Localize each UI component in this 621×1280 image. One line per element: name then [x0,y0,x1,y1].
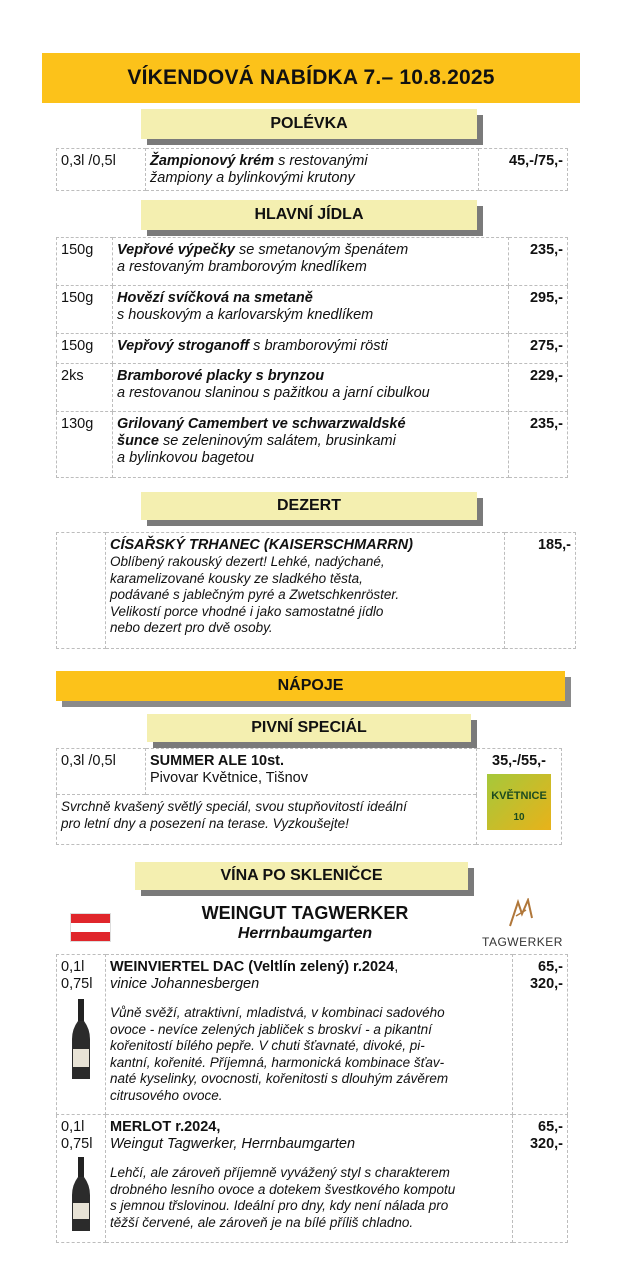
beer-table [56,748,562,845]
item-desc-line1: s restovanými [274,153,368,169]
item-desc-line2: a bylinkovou bagetou [117,450,255,466]
item-qty: 0,3l /0,5l [57,749,146,795]
item-name: Vepřové výpečky [117,242,235,258]
item-desc-line: Oblíbený rakouský dezert! Lehké, nadýchané, [110,554,385,569]
item-name-suffix: , [394,959,399,975]
item-desc-line: karamelizované kousky ze sladkého těsta, [110,570,363,586]
wine-item [57,955,568,1115]
item-desc-line2: a restovaným bramborovým knedlíkem [117,259,367,275]
item-price: 235,- [509,412,568,478]
item-price: 229,- [509,364,568,412]
item-price-bottle: 320,- [529,1136,563,1152]
section-header-beer: PIVNÍ SPECIÁL [147,714,471,742]
item-price: 45,-/75,- [479,149,568,191]
item-price: 185,- [505,533,576,649]
item-desc-line: drobného lesního ovoce a dotekem švestkového kompotu [110,1181,456,1197]
item-qty-glass: 0,1l [61,1119,85,1135]
item-price-bottle: 320,- [529,976,563,992]
item-description [146,749,477,795]
item-desc-line: Svrchně kvašený světlý speciál, svou stupňovitostí ideální [61,799,407,814]
winery-name: WEINGUT TAGWERKER [201,903,409,923]
item-description [113,412,509,478]
item-desc-line2: žampiony a bylinkovými krutony [150,170,355,186]
beer-label-image [487,774,551,830]
dessert-table [56,532,576,649]
item-qty-cell [57,955,106,1115]
winery-heading [120,902,490,944]
item-price-glass: 65,- [538,959,563,975]
item-description [106,955,513,1115]
item-price: 235,- [509,238,568,286]
item-price: 295,- [509,286,568,334]
item-qty-bottle: 0,75l [61,976,93,992]
page-title: VÍKENDOVÁ NABÍDKA 7.– 10.8.2025 [42,53,580,103]
item-desc-line: s jemnou třslovinou. Ideální pro dny, kdy není nálada pro [110,1198,449,1213]
item-name: SUMMER ALE 10st. [150,753,285,769]
item-qty [57,533,106,649]
menu-item [57,412,568,478]
beer-label-brand: KVĚTNICE [491,790,547,802]
item-desc-line: těžší červené, ale zároveň je na bílé příliš chladno. [110,1214,414,1230]
item-desc-line: Lehčí, ale zároveň příjemně vyvážený styl s charakterem [110,1165,450,1180]
item-price-glass: 65,- [538,1119,563,1135]
menu-item [57,749,562,795]
item-qty-bottle: 0,75l [61,1136,93,1152]
menu-item [57,238,568,286]
item-qty: 0,3l /0,5l [57,149,146,191]
item-qty-glass: 0,1l [61,959,85,975]
section-header-wine: VÍNA PO SKLENIČCE [135,862,468,890]
item-qty: 130g [57,412,113,478]
item-desc-line: naté kyselinky, ovocnosti, kořenitosti s dlouhým závěrem [110,1071,449,1086]
red-wine-bottle-icon [70,1157,92,1233]
item-subtitle: vinice Johannesbergen [110,976,260,992]
item-desc-line: citrusového ovoce. [110,1087,223,1103]
item-desc-line: podávané s jablečným pyré a Zwetschkenröster. [110,587,400,602]
item-desc-line2: a restovanou slaninou s pažitkou a jarní cibulkou [117,385,430,401]
item-description [146,149,479,191]
item-desc-line: nebo dezert pro dvě osoby. [110,620,273,635]
item-desc-line2: s houskovým a karlovarským knedlíkem [117,307,374,323]
austria-flag-icon [70,913,111,942]
item-description [57,795,477,845]
section-header-drinks: NÁPOJE [56,671,565,701]
tagwerker-logo-icon [502,898,542,930]
item-description [113,364,509,412]
item-description [106,1115,513,1243]
item-desc-line1: s bramborovými rösti [249,338,388,354]
item-brewery: Pivovar Květnice, Tišnov [150,770,308,786]
item-price-cell [477,749,562,845]
item-desc-line: pro letní dny a posezení na terase. Vyzkoušejte! [61,815,349,831]
item-name: Bramborové placky s brynzou [117,368,325,384]
section-header-soup: POLÉVKA [141,109,477,139]
item-name: WEINVIERTEL DAC (Veltlín zelený) r.2024 [110,959,395,975]
winery-region: Herrnbaumgarten [237,925,373,942]
item-description [106,533,505,649]
item-desc-line1: se zeleninovým salátem, brusinkami [158,433,396,449]
tagwerker-logo [482,898,562,950]
item-qty: 2ks [57,364,113,412]
menu-item [57,286,568,334]
mains-table [56,237,568,478]
item-desc-line1: se smetanovým špenátem [234,242,409,258]
item-description [113,334,509,364]
item-qty: 150g [57,334,113,364]
wine-table [56,954,568,1243]
logo-text: TAGWERKER [482,935,563,949]
white-wine-bottle-icon [70,999,92,1081]
item-qty: 150g [57,238,113,286]
item-subtitle: Weingut Tagwerker, Herrnbaumgarten [110,1136,356,1152]
item-qty-cell [57,1115,106,1243]
menu-item [57,149,568,191]
item-name: Hovězí svíčková na smetaně [117,290,313,306]
menu-item [57,533,576,649]
item-price: 35,-/55,- [492,753,546,769]
item-name: MERLOT r.2024, [110,1119,221,1135]
item-price: 275,- [509,334,568,364]
item-description [113,286,509,334]
item-name: Vepřový stroganoff [117,338,250,354]
item-price-cell [513,955,568,1115]
soup-table [56,148,568,191]
item-description [113,238,509,286]
item-name-line2: šunce [117,433,159,449]
item-desc-line: Vůně svěží, atraktivní, mladistvá, v kombinaci sadového [110,1005,445,1020]
section-header-dessert: DEZERT [141,492,477,520]
menu-item [57,364,568,412]
item-desc-line: Velikostí porce vhodné i jako samostatné jídlo [110,603,384,619]
item-name: CÍSAŘSKÝ TRHANEC (KAISERSCHMARRN) [110,537,413,553]
item-desc-line: ovoce - nevíce zelených jabliček s broskví - a pikantní [110,1021,432,1037]
item-name: Žampionový krém [150,153,275,169]
wine-item [57,1115,568,1243]
item-qty: 150g [57,286,113,334]
section-header-mains: HLAVNÍ JÍDLA [141,200,477,230]
item-desc-line: kořenitostí bílého pepře. V chuti šťavnaté, divoké, pi- [110,1038,425,1053]
item-name: Grilovaný Camembert ve schwarzwaldské [117,416,406,432]
beer-label-number: 10 [513,812,525,823]
item-price-cell [513,1115,568,1243]
item-desc-line: kantní, kořenité. Příjemná, harmonická kombinace šťav- [110,1054,445,1070]
menu-item [57,334,568,364]
